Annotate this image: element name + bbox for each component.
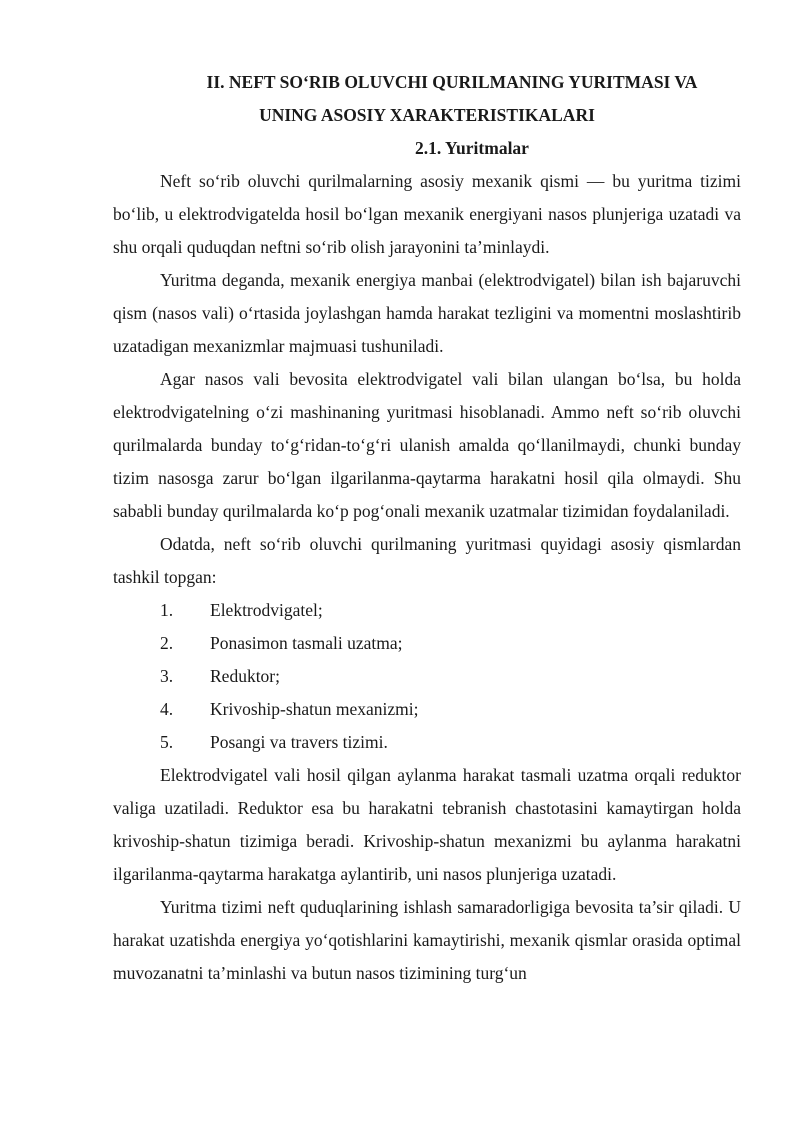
list-item xyxy=(113,627,741,660)
list-item xyxy=(113,726,741,759)
list-item-text: Ponasimon tasmali uzatma; xyxy=(210,633,403,653)
list-item-number: 2. xyxy=(160,633,174,653)
chapter-title-line-1: II. NEFT SO‘RIB OLUVCHI QURILMANING YURITMASI VA xyxy=(206,72,698,92)
list-item-text: Krivoship-shatun mexanizmi; xyxy=(210,699,419,719)
list-item-text: Reduktor; xyxy=(210,666,280,686)
paragraph: Yuritma tizimi neft quduqlarining ishlash samaradorligiga bevosita ta’sir qiladi. U harakat uzatishda energiya yo‘qotishlarini kamaytirishi, mexanik qismlar orasida optimal muvozanatni ta’minlashi va butun nasos tizimining turg‘un xyxy=(113,897,741,983)
page-content xyxy=(113,66,741,990)
list-item-text: Elektrodvigatel; xyxy=(210,600,323,620)
paragraph: Elektrodvigatel vali hosil qilgan aylanma harakat tasmali uzatma orqali reduktor valiga uzatiladi. Reduktor esa bu harakatni tebranish chastotasini kamaytirgan holda krivoship-shatun tizimiga beradi. Krivoship-shatun mexanizmi bu aylanma harakatni ilgarilanma-qaytarma harakatga aylantirib, uni nasos plunjeriga uzatadi. xyxy=(113,765,741,884)
chapter-title xyxy=(113,66,741,132)
list-item-text: Posangi va travers tizimi. xyxy=(210,732,388,752)
list-item xyxy=(113,693,741,726)
list-item-number: 5. xyxy=(160,732,174,752)
paragraph: Neft so‘rib oluvchi qurilmalarning asosiy mexanik qismi — bu yuritma tizimi bo‘lib, u elektrodvigatelda hosil bo‘lgan mexanik energiyani nasos plunjeriga uzatadi va shu orqali quduqdan neftni so‘rib olish jarayonini ta’minlaydi. xyxy=(113,171,741,257)
chapter-title-line-2: UNING ASOSIY XARAKTERISTIKALARI xyxy=(259,105,595,125)
paragraph: Yuritma deganda, mexanik energiya manbai (elektrodvigatel) bilan ish bajaruvchi qism (nasos vali) o‘rtasida joylashgan hamda harakat tezligini va momentni moslashtirib uzatadigan mexanizmlar majmuasi tushuniladi. xyxy=(113,270,741,356)
list-item-number: 4. xyxy=(160,699,174,719)
component-list xyxy=(113,594,741,759)
list-item xyxy=(113,594,741,627)
paragraph: Odatda, neft so‘rib oluvchi qurilmaning yuritmasi quyidagi asosiy qismlardan tashkil topgan: xyxy=(113,534,741,587)
list-item-number: 3. xyxy=(160,666,174,686)
paragraph: Agar nasos vali bevosita elektrodvigatel vali bilan ulangan bo‘lsa, bu holda elektrodvigatelning o‘zi mashinaning yuritmasi hisoblanadi. Ammo neft so‘rib oluvchi qurilmalarda bunday to‘g‘ridan-to‘g‘ri ulanish amalda qo‘llanilmaydi, chunki bunday tizim nasosga zarur bo‘lgan ilgarilanma-qaytarma harakatni hosil qila olmaydi. Shu sababli bunday qurilmalarda ko‘p pog‘onali mexanik uzatmalar tizimidan foydalaniladi. xyxy=(113,369,741,521)
section-title: 2.1. Yuritmalar xyxy=(415,138,529,158)
list-item xyxy=(113,660,741,693)
list-item-number: 1. xyxy=(160,600,174,620)
